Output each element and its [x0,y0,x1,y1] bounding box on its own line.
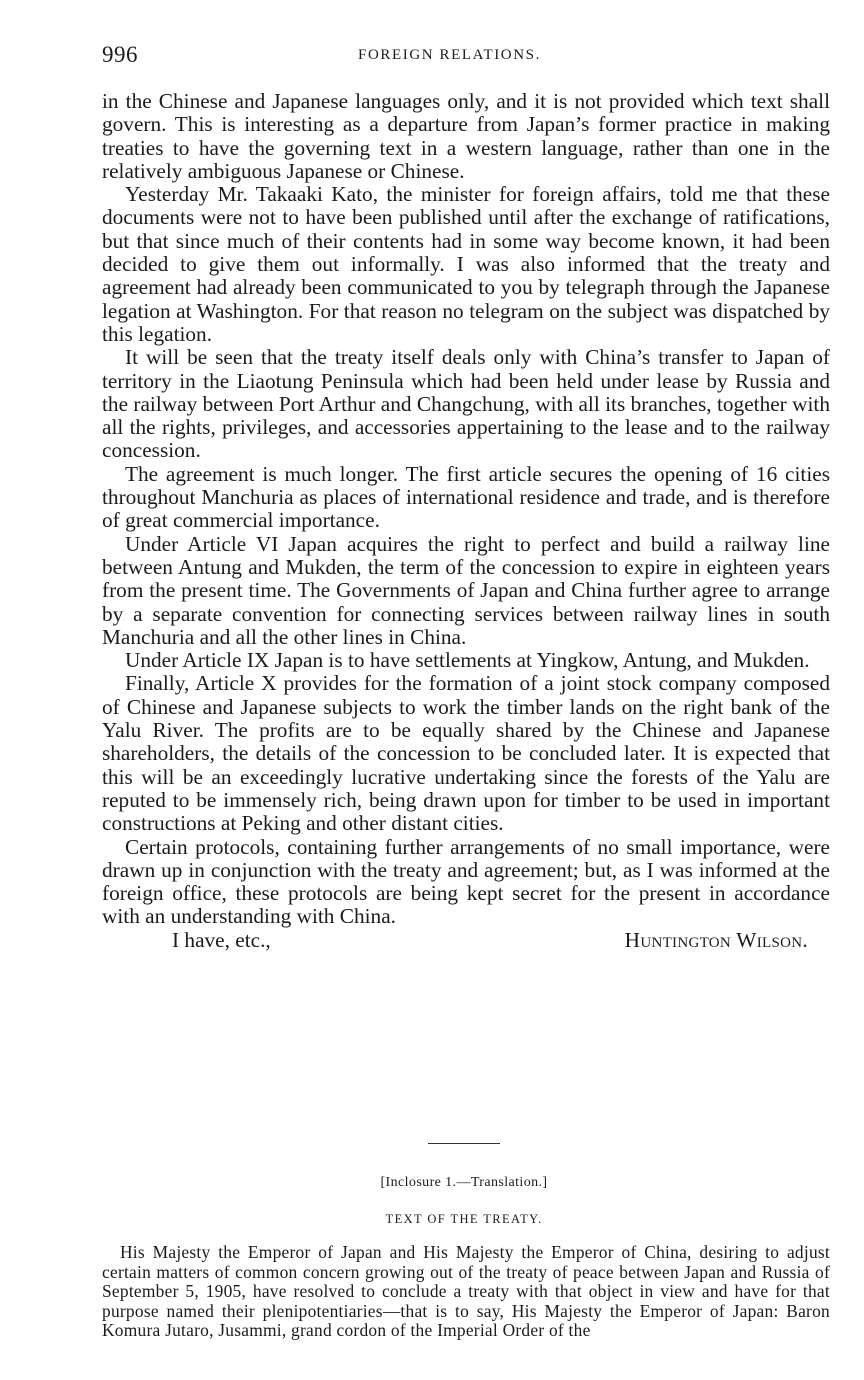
letter-closing [102,929,830,953]
letter-paragraph: in the Chinese and Japanese languages only, and it is not provided which text shall govern. This is interesting as a departure from Japan’s former practice in making treaties to have the governing text in a western language, rather than one in the relatively ambiguous Japanese or Chinese. [102,89,830,183]
letter-paragraph: Yesterday Mr. Takaaki Kato, the minister for foreign affairs, told me that these documents were not to have been published until after the exchange of ratifications, but that since much of their contents had in some way become known, it had been decided to give them out informally. I was also informed that the treaty and agreement had already been communicated to you by telegraph through the Japanese legation at Washington. For that reason no telegram on the subject was dispatched by this legation. [102,182,830,346]
treaty-paragraph: His Majesty the Emperor of Japan and His Majesty the Emperor of China, desiring to adjust certain matters of common concern growing out of the treaty of peace between Japan and Russia of September 5, 1905, have resolved to conclude a treaty with that object in view and have for that purpose named their plenipotentiaries—that is to say, His Majesty the Emperor of Japan: Baron Komura Jutaro, Jusammi, grand cordon of the Imperial Order of the [102,1242,830,1341]
running-head: FOREIGN RELATIONS. [358,47,541,63]
letter-paragraph: It will be seen that the treaty itself deals only with China’s transfer to Japan of territory in the Liaotung Peninsula which had been held under lease by Russia and the railway between Port Arthur and Changchung, with all its branches, together with all the rights, privileges, and accessories appertaining to the lease and to the railway concession. [102,345,830,463]
letter-paragraph: Certain protocols, containing further arrangements of no small importance, were drawn up in conjunction with the treaty and agreement; but, as I was informed at the foreign office, these protocols are being kept secret for the present in accordance with an understanding with China. [102,834,830,929]
letter-paragraph: Under Article VI Japan acquires the right to perfect and build a railway line between Antung and Mukden, the term of the concession to expire in eighteen years from the present time. The Governments of Japan and China further agree to arrange by a separate convention for connecting services between railway lines in south Manchuria and all the other lines in China. [102,531,830,649]
letter-body [102,90,830,953]
treaty-title [0,1212,864,1227]
letter-paragraph: Under Article IX Japan is to have settlements at Yingkow, Antung, and Mukden. [125,648,810,673]
closing-phrase: I have, etc., [172,927,271,952]
enclosure-label [0,1175,864,1191]
enclosure-label-text: [Inclosure 1.—Translation.] [380,1175,548,1190]
signature: Huntington Wilson. [624,927,808,952]
letter-paragraph: Finally, Article X provides for the formation of a joint stock company composed of Chinese and Japanese subjects to work the timber lands on the right bank of the Yalu River. The profits are to be equally shared by the Chinese and Japanese shareholders, the details of the concession to be concluded later. It is expected that this will be an exceedingly lucrative undertaking since the forests of the Yalu are reputed to be immensely rich, being drawn upon for timber to be used in important constructions at Peking and other distant cities. [102,671,830,836]
treaty-title-text: TEXT OF THE TREATY. [385,1212,543,1226]
page-header [102,40,830,80]
section-divider [428,1143,500,1144]
letter-paragraph: The agreement is much longer. The first article secures the opening of 16 cities throughout Manchuria as places of international residence and trade, and is therefore of great commercial importance. [102,461,830,533]
treaty-body [102,1243,830,1341]
page-number: 996 [102,42,138,67]
